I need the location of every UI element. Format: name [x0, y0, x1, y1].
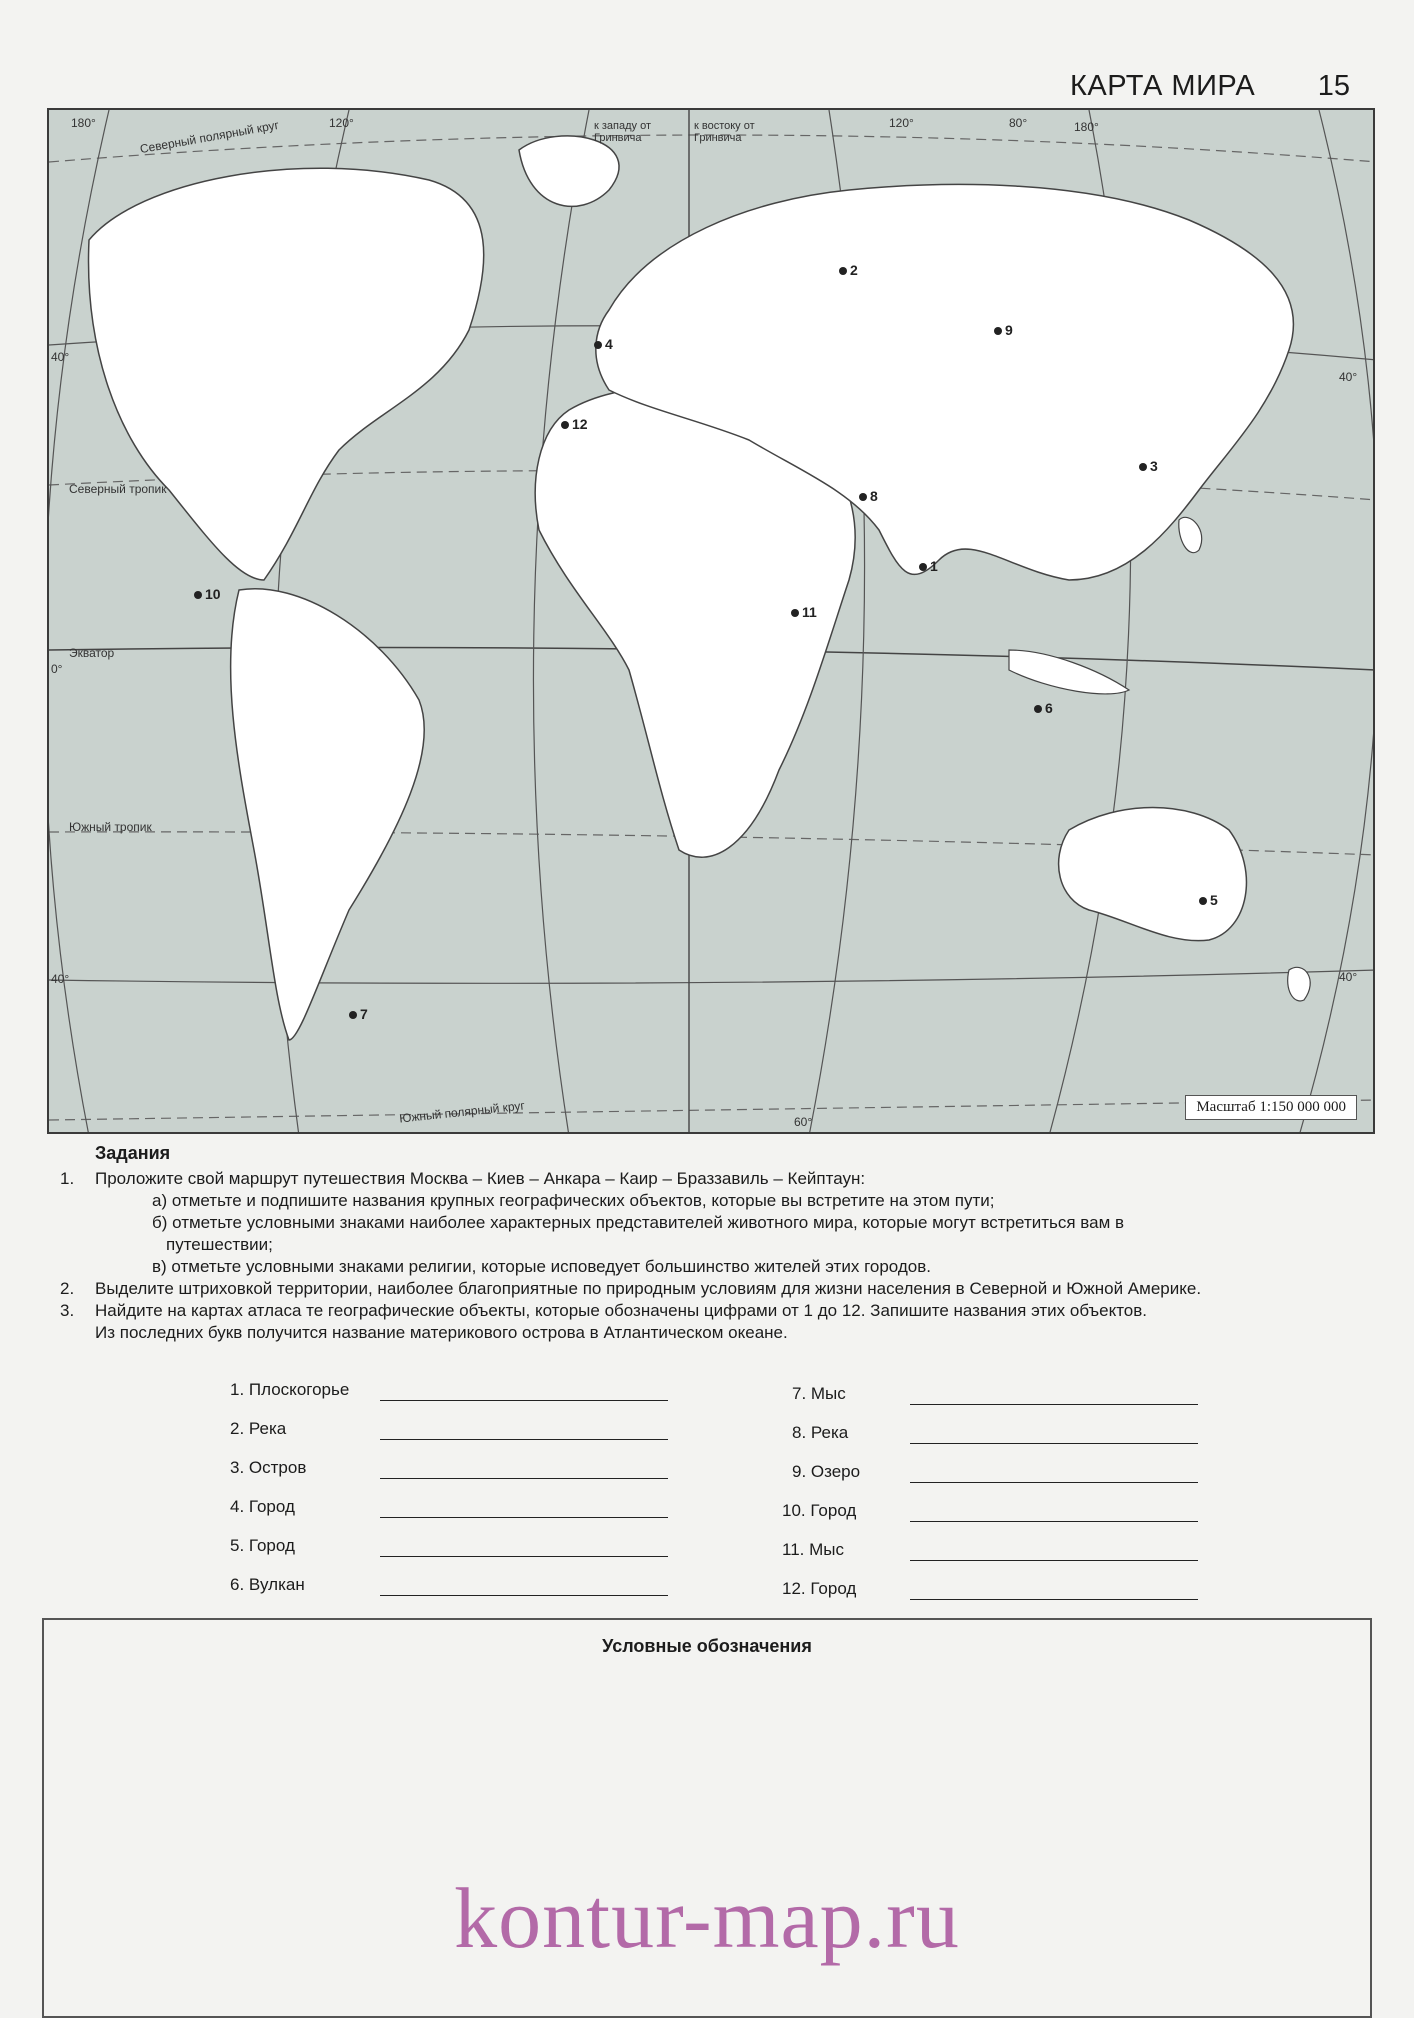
map-scale: Масштаб 1:150 000 000: [1185, 1095, 1357, 1120]
task-3: 3. Найдите на картах атласа те географические объекты, которые обозначены цифрами от 1 до 12. Запишите названия этих объектов.: [60, 1301, 1148, 1320]
tasks-section: [60, 1142, 1360, 1344]
task-2: 2. Выделите штриховкой территории, наиболее благоприятные по природным условиям для жизни населения в Северной и Южной Америке.: [60, 1279, 1202, 1298]
map-marker-12: 12: [561, 416, 588, 432]
australia-shape: [1059, 808, 1247, 941]
map-graticule: [49, 110, 1375, 1134]
answer-row-9: 9. Озеро: [792, 1462, 1242, 1486]
answer-line[interactable]: [380, 1439, 668, 1440]
degree-label-120w: 120°: [329, 116, 354, 130]
meridian-west-label: к западу от Гринвича: [594, 120, 651, 144]
task-3-extra: Из последних букв получится название материкового острова в Атлантическом океане.: [95, 1323, 788, 1342]
task-1a: а) отметьте и подпишите названия крупных географических объектов, которые вы встретите на этом пути;: [152, 1191, 995, 1210]
map-marker-3: 3: [1139, 458, 1158, 474]
degree-label-40s: 40°: [51, 972, 70, 986]
answer-line[interactable]: [380, 1556, 668, 1557]
map-marker-7: 7: [349, 1006, 368, 1022]
south-america-shape: [231, 589, 425, 1040]
answer-row-1: 1. Плоскогорье: [230, 1380, 680, 1404]
new-zealand-shape: [1288, 967, 1311, 1001]
answer-row-11: 11. Мыс: [782, 1540, 1232, 1564]
indonesia-shape: [1009, 650, 1129, 694]
answer-row-2: 2. Река: [230, 1419, 680, 1443]
answer-row-6: 6. Вулкан: [230, 1575, 680, 1599]
answer-line[interactable]: [380, 1595, 668, 1596]
map-marker-1: 1: [919, 558, 938, 574]
answer-row-8: 8. Река: [792, 1423, 1242, 1447]
north-tropic-label: Северный тропик: [69, 482, 167, 496]
degree-label-40n: 40°: [51, 350, 70, 364]
degree-label-180w: 180°: [71, 116, 96, 130]
south-tropic-label: Южный тропик: [69, 820, 152, 834]
south-polar-circle-line: [49, 1100, 1375, 1120]
task-1b: б) отметьте условными знаками наиболее характерных представителей животного мира, которые могут встретиться вам в: [152, 1213, 1125, 1232]
north-polar-circle-label: Северный полярный круг: [138, 117, 280, 157]
japan-shape: [1179, 517, 1202, 552]
map-marker-5: 5: [1199, 892, 1218, 908]
answer-line[interactable]: [910, 1521, 1198, 1522]
answer-row-7: 7. Мыс: [792, 1384, 1242, 1408]
degree-label-40s-right: 40°: [1339, 970, 1358, 984]
map-marker-10: 10: [194, 586, 221, 602]
legend-title: Условные обозначения: [602, 1636, 812, 1656]
answer-line[interactable]: [910, 1560, 1198, 1561]
answer-row-12: 12. Город: [782, 1579, 1232, 1603]
degree-label-40n-right: 40°: [1339, 370, 1358, 384]
page-title: КАРТА МИРА: [1070, 70, 1256, 102]
answer-line[interactable]: [910, 1482, 1198, 1483]
degree-label-0: 0°: [51, 662, 63, 676]
answer-line[interactable]: [910, 1599, 1198, 1600]
task-3-text: Найдите на картах атласа те географические объекты, которые обозначены цифрами от 1 до 12. Запишите названия этих объектов.: [95, 1301, 1148, 1320]
degree-label-60s: 60°: [794, 1115, 813, 1129]
answer-line[interactable]: [380, 1400, 668, 1401]
map-marker-8: 8: [859, 488, 878, 504]
degree-label-180e: 180°: [1074, 120, 1099, 134]
page-header: [1070, 70, 1370, 110]
watermark: kontur-map.ru: [454, 1870, 960, 1966]
task-1-text: Проложите свой маршрут путешествия Москва – Киев – Анкара – Каир – Браззавиль – Кейптаун:: [95, 1169, 866, 1188]
south-polar-circle-label: Южный полярный круг: [398, 1098, 526, 1126]
map-marker-11: 11: [791, 604, 817, 620]
answer-line[interactable]: [380, 1478, 668, 1479]
task-1b-cont: путешествии;: [166, 1235, 273, 1254]
answer-row-3: 3. Остров: [230, 1458, 680, 1482]
map-marker-6: 6: [1034, 700, 1053, 716]
north-america-shape: [89, 168, 484, 580]
greenland-shape: [519, 136, 619, 206]
map-marker-9: 9: [994, 322, 1013, 338]
tasks-heading: Задания: [95, 1143, 171, 1163]
task-1: 1. Проложите свой маршрут путешествия Москва – Киев – Анкара – Каир – Браззавиль – Кейптаун:: [60, 1169, 866, 1188]
map-marker-2: 2: [839, 262, 858, 278]
task-1c: в) отметьте условными знаками религии, которые исповедует большинство жителей этих городов.: [152, 1257, 932, 1276]
answer-row-5: 5. Город: [230, 1536, 680, 1560]
lat-40s-line: [49, 970, 1375, 983]
meridian-east-label: к востоку от Гринвича: [694, 120, 755, 144]
answer-line[interactable]: [910, 1404, 1198, 1405]
degree-label-120e: 120°: [889, 116, 914, 130]
answer-line[interactable]: [910, 1443, 1198, 1444]
degree-label-80e: 80°: [1009, 116, 1028, 130]
task-2-text: Выделите штриховкой территории, наиболее благоприятные по природным условиям для жизни населения в Северной и Южной Америке.: [95, 1279, 1202, 1298]
equator-label: Экватор: [69, 646, 115, 660]
page-number: 15: [1317, 70, 1350, 102]
map-marker-4: 4: [594, 336, 613, 352]
answer-row-4: 4. Город: [230, 1497, 680, 1521]
world-contour-map: [47, 108, 1375, 1134]
answer-row-10: 10. Город: [782, 1501, 1232, 1525]
answer-line[interactable]: [380, 1517, 668, 1518]
